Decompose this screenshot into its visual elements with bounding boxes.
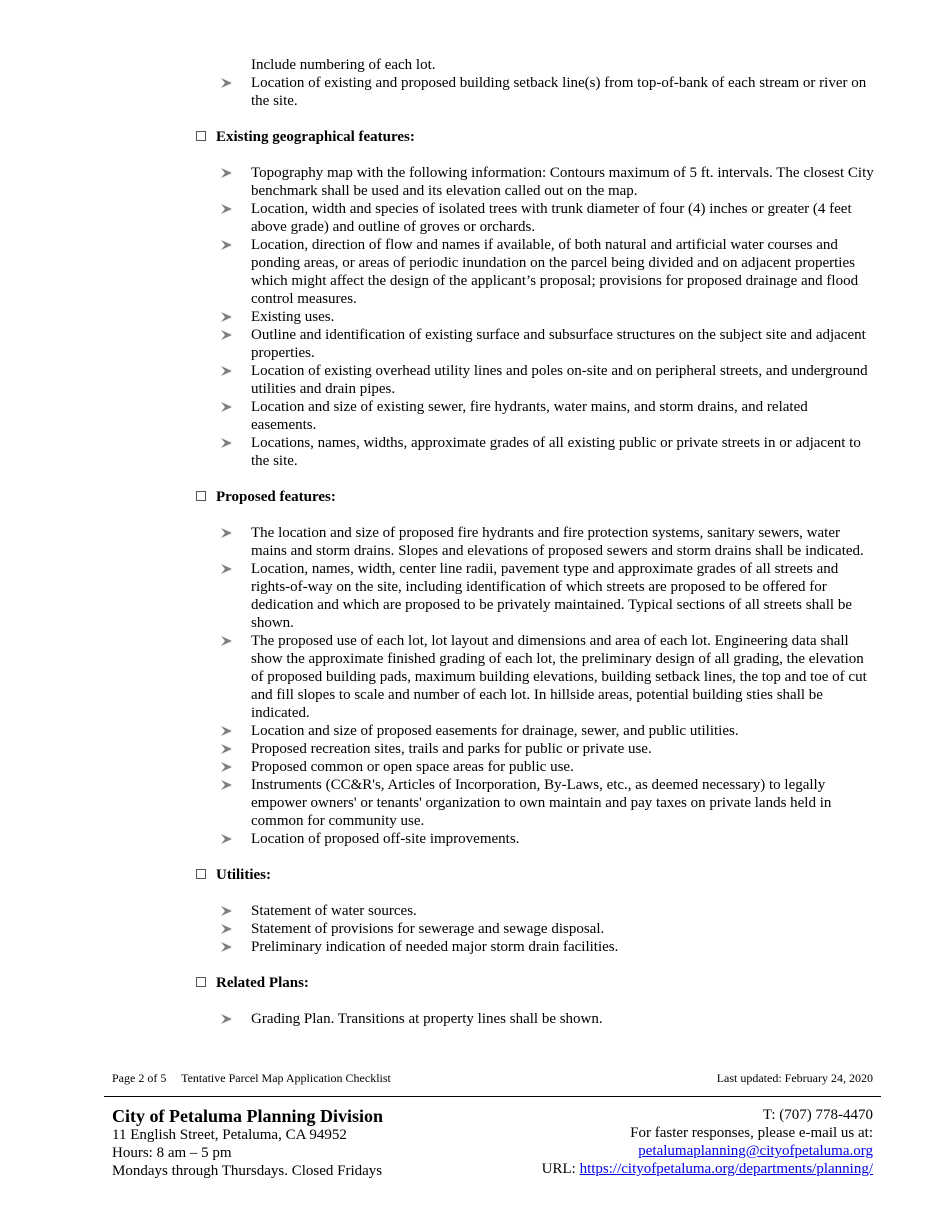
url-label: URL: — [541, 1161, 580, 1177]
list-item: Topography map with the following information: Contours maximum of 5 ft. intervals. The closest City benchmark shall be used and its elevation called out on the map. — [251, 164, 876, 200]
page-info: Page 2 of 5 Tentative Parcel Map Application Checklist — [112, 1071, 391, 1085]
hours: Hours: 8 am – 5 pm — [112, 1145, 232, 1161]
checkbox[interactable] — [196, 491, 206, 501]
list-item: Location of proposed off-site improvements. — [251, 830, 876, 848]
contact-block-left — [112, 1106, 383, 1180]
continuation-text: Include numbering of each lot. — [251, 57, 436, 73]
section-heading: Existing geographical features: — [196, 128, 950, 146]
arrow-bullet-icon — [221, 438, 232, 448]
list-item: Grading Plan. Transitions at property lines shall be shown. — [251, 1010, 876, 1028]
arrow-bullet-icon — [221, 312, 232, 322]
list-item: The proposed use of each lot, lot layout and dimensions and area of each lot. Engineering data shall show the approximate finished grading of each lot, the preliminary design of all grading, the elevation of proposed building pads, maximum building elevations, building setback lines, the top and toe of cut and fill slopes to scale and number of each lot. In hillside areas, potential building sties shall be indicated. — [251, 632, 876, 722]
list-item: The location and size of proposed fire hydrants and fire protection systems, sanitary sewers, water mains and storm drains. Slopes and elevations of proposed sewers and storm drains shall be indicated. — [251, 524, 876, 560]
email-prompt: For faster responses, please e-mail us at: — [630, 1125, 873, 1141]
list-item: Locations, names, widths, approximate grades of all existing public or private streets in or adjacent to the site. — [251, 434, 876, 470]
section-existing-features — [196, 128, 950, 470]
contact-block-right — [542, 1106, 873, 1178]
list-item: Preliminary indication of needed major storm drain facilities. — [251, 938, 876, 956]
list-item: Location and size of existing sewer, fire hydrants, water mains, and storm drains, and related easements. — [251, 398, 876, 434]
arrow-bullet-icon — [221, 636, 232, 646]
arrow-bullet-icon — [221, 924, 232, 934]
section-related-plans — [196, 974, 950, 1028]
email-link[interactable]: petalumaplanning@cityofpetaluma.org — [638, 1143, 873, 1159]
url-link[interactable]: https://cityofpetaluma.org/departments/planning/ — [579, 1161, 873, 1177]
arrow-bullet-icon — [221, 744, 232, 754]
list-item: Statement of water sources. — [251, 902, 876, 920]
section-heading: Related Plans: — [196, 974, 950, 992]
address: 11 English Street, Petaluma, CA 94952 — [112, 1127, 347, 1143]
section-proposed-features — [196, 488, 950, 848]
checkbox[interactable] — [196, 869, 206, 879]
list-item: Location, names, width, center line radii, pavement type and approximate grades of all streets and rights-of-way on the site, including identification of which streets are proposed to be offered for dedication and which are proposed to be privately maintained. Typical sections of all streets shall be shown. — [251, 560, 876, 632]
list-item: Proposed recreation sites, trails and parks for public or private use. — [251, 740, 876, 758]
arrow-bullet-icon — [221, 204, 232, 214]
arrow-bullet-icon — [221, 834, 232, 844]
list-item: Location of existing overhead utility lines and poles on-site and on peripheral streets, and underground utilities and drain pipes. — [251, 362, 876, 398]
list-item: Location, direction of flow and names if available, of both natural and artificial water courses and ponding areas, or areas of periodic inundation on the parcel being divided and on adjacent properties which might affect the design of the applicant’s proposal; provisions for proposed drainage and flood control measures. — [251, 236, 876, 308]
page-footer-meta — [112, 1071, 873, 1085]
days: Mondays through Thursdays. Closed Fridays — [112, 1163, 383, 1179]
arrow-bullet-icon — [221, 942, 232, 952]
phone: T: (707) 778-4470 — [762, 1107, 873, 1123]
list-item: Instruments (CC&R's, Articles of Incorporation, By-Laws, etc., as deemed necessary) to legally empower owners' or tenants' organization to own maintain and pay taxes on private lands held in common for community use. — [251, 776, 876, 830]
checkbox[interactable] — [196, 977, 206, 987]
arrow-bullet-icon — [221, 906, 232, 916]
section-heading: Utilities: — [196, 866, 950, 884]
arrow-bullet-icon — [221, 726, 232, 736]
list-item: Location and size of proposed easements for drainage, sewer, and public utilities. — [251, 722, 876, 740]
org-name: City of Petaluma Planning Division — [112, 1106, 384, 1126]
list-item: Existing uses. — [251, 308, 876, 326]
arrow-bullet-icon — [221, 780, 232, 790]
arrow-bullet-icon — [221, 168, 232, 178]
last-updated: Last updated: February 24, 2020 — [716, 1071, 873, 1085]
arrow-bullet-icon — [221, 330, 232, 340]
list-item: Location of existing and proposed building setback line(s) from top-of-bank of each stream or river on the site. — [251, 74, 876, 110]
list-item: Proposed common or open space areas for public use. — [251, 758, 876, 776]
arrow-bullet-icon — [221, 240, 232, 250]
arrow-bullet-icon — [221, 402, 232, 412]
arrow-bullet-icon — [221, 366, 232, 376]
checkbox[interactable] — [196, 131, 206, 141]
list-item: Statement of provisions for sewerage and sewage disposal. — [251, 920, 876, 938]
section-heading: Proposed features: — [196, 488, 950, 506]
footer-divider — [104, 1096, 881, 1097]
arrow-bullet-icon — [221, 78, 232, 88]
section-utilities — [196, 866, 950, 956]
list-item: Location, width and species of isolated trees with trunk diameter of four (4) inches or greater (4 feet above grade) and outline of groves or orchards. — [251, 200, 876, 236]
arrow-bullet-icon — [221, 762, 232, 772]
arrow-bullet-icon — [221, 1014, 232, 1024]
arrow-bullet-icon — [221, 564, 232, 574]
arrow-bullet-icon — [221, 528, 232, 538]
list-item: Outline and identification of existing surface and subsurface structures on the subject site and adjacent properties. — [251, 326, 876, 362]
